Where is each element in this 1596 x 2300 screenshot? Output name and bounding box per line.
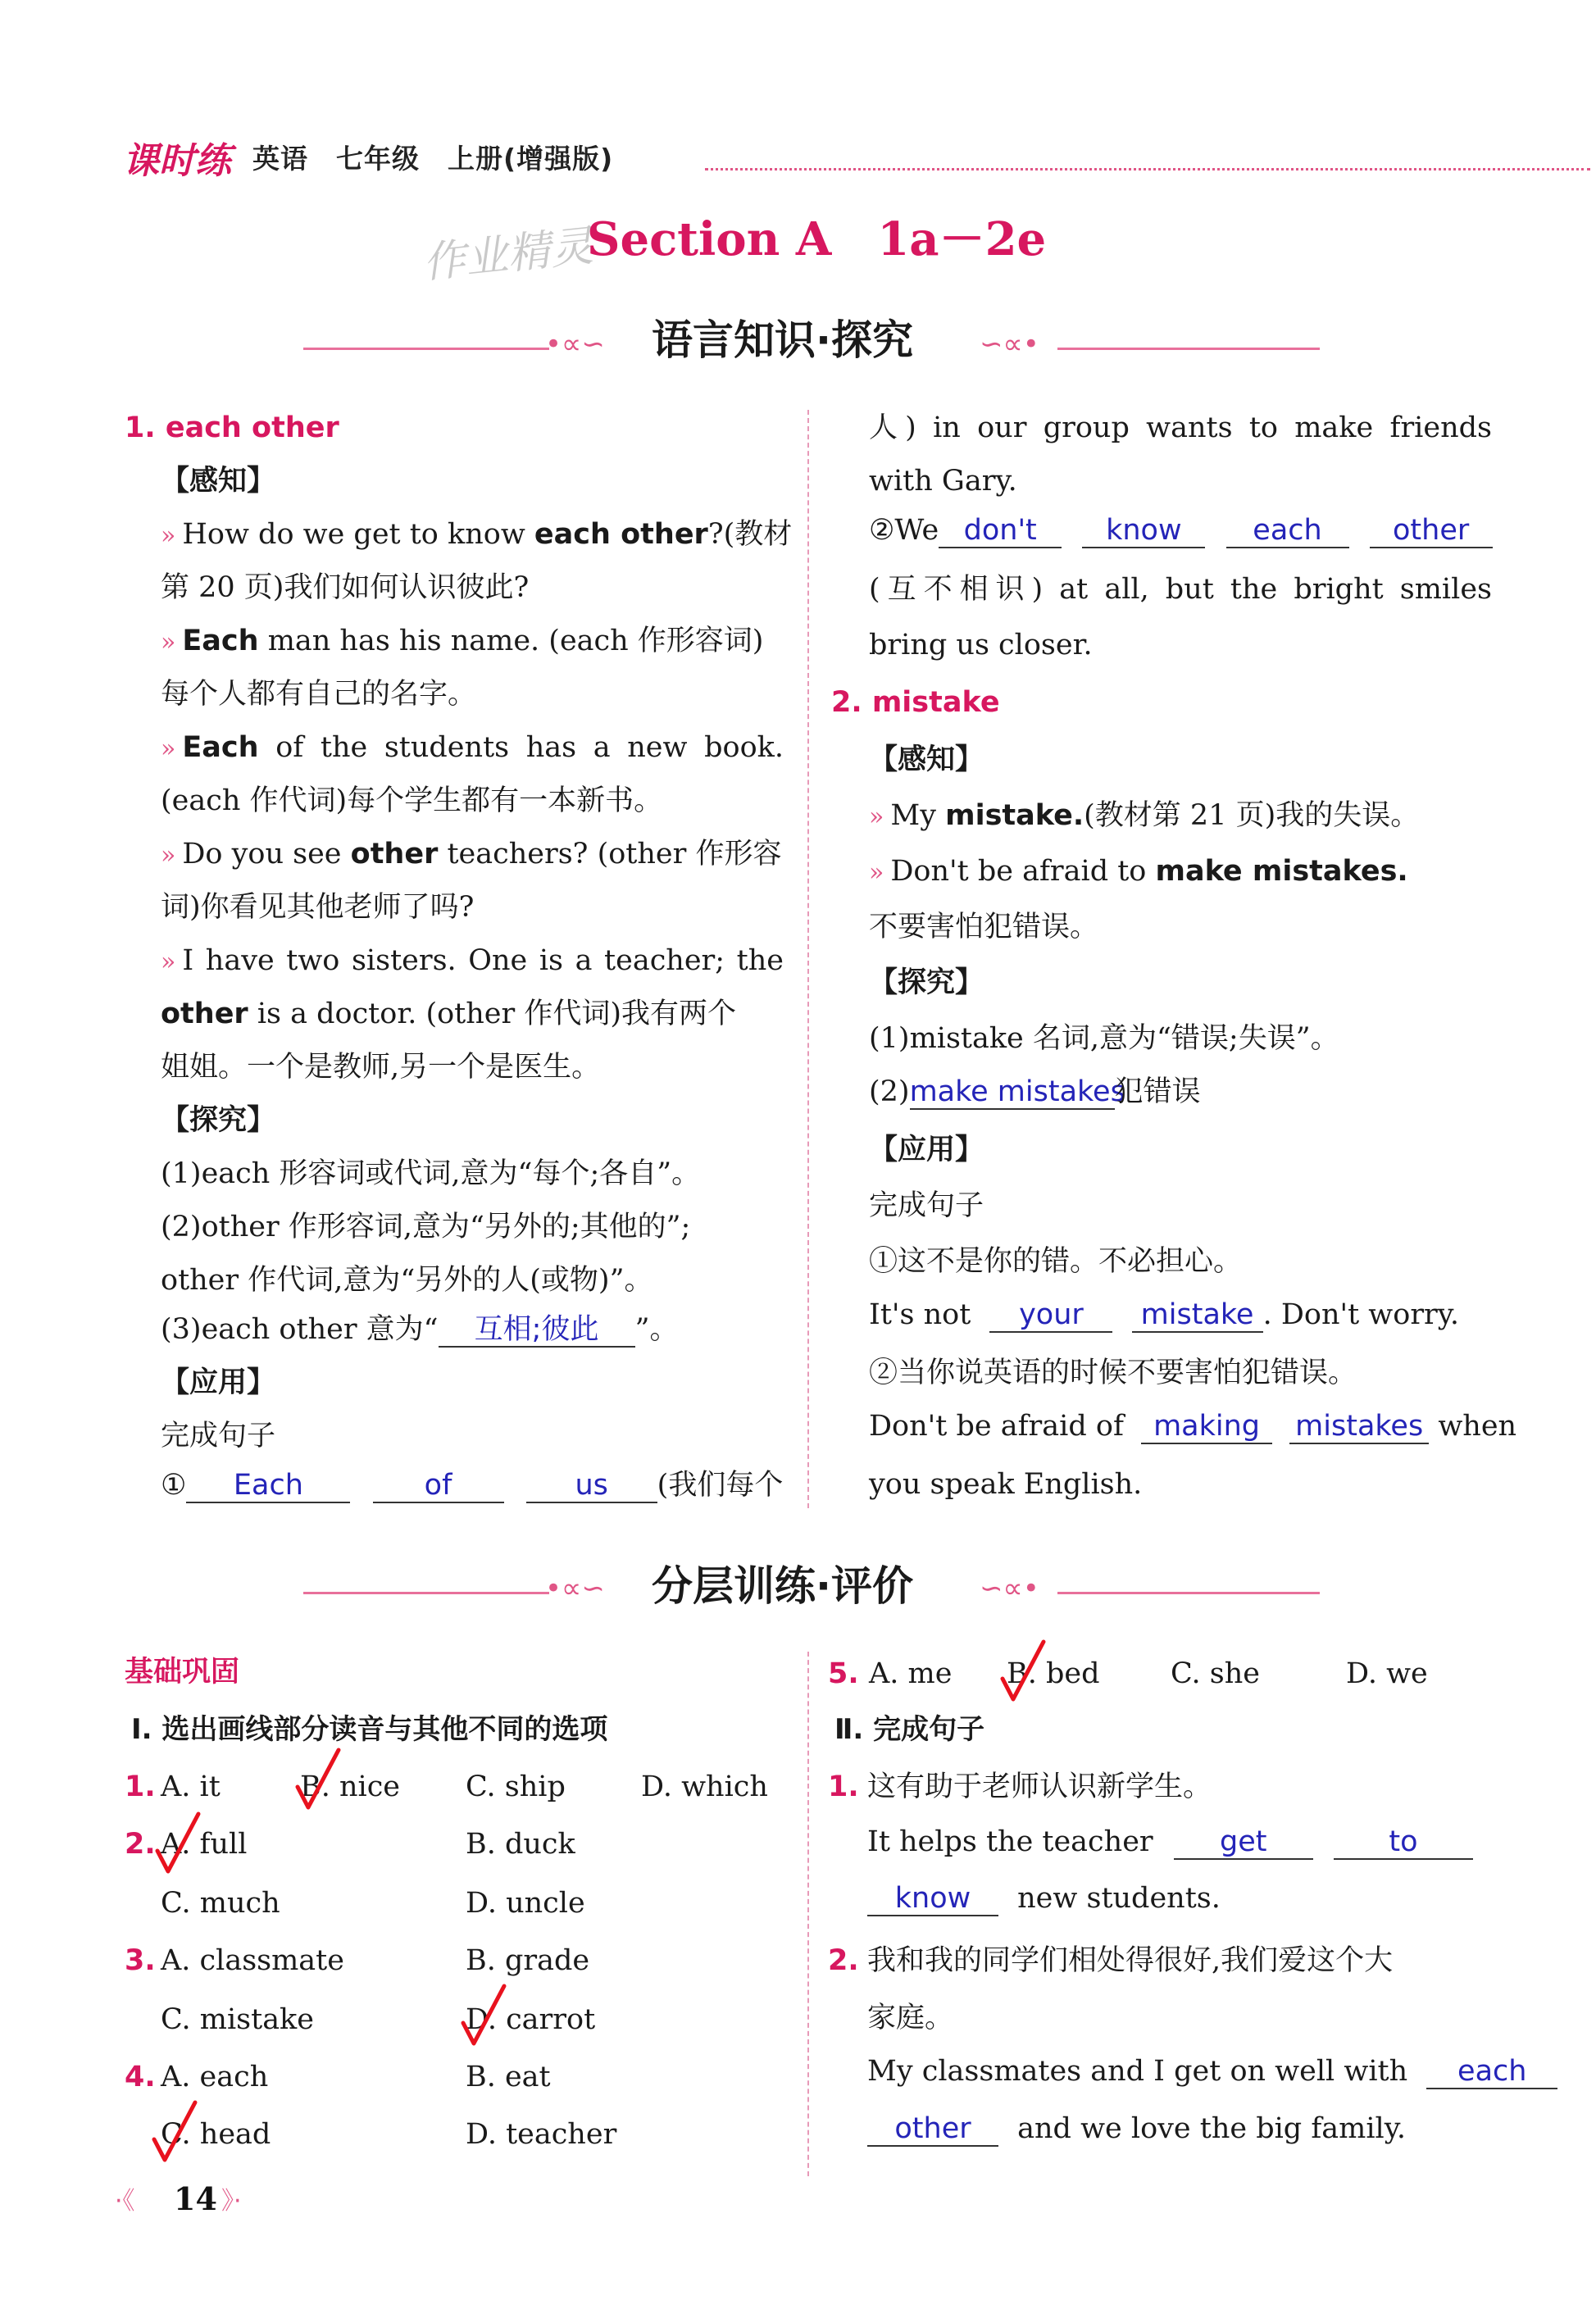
checkmark-icon <box>459 1982 508 2048</box>
explore-point: (3)each other 意为“ 互相;彼此 ”。 <box>161 1313 679 1346</box>
label-perceive: 【感知】 <box>161 465 276 498</box>
answer-blank[interactable]: your <box>989 1298 1112 1333</box>
exercise-sentence: It's not your mistake . Don't worry. <box>869 1298 1460 1331</box>
part-title: Ⅱ. 完成句子 <box>834 1713 985 1746</box>
question-number: 2. <box>828 1944 859 1977</box>
page-number: 14 <box>174 2180 217 2217</box>
option[interactable]: A. each <box>161 2061 269 2093</box>
answer-blank[interactable]: each <box>1426 2055 1557 2089</box>
option[interactable]: B. nice <box>300 1770 401 1803</box>
column-divider <box>807 410 809 1508</box>
checkmark-icon <box>998 1638 1048 1703</box>
exercise-sentence: My classmates and I get on well with each <box>867 2053 1557 2089</box>
arrow-icon: » <box>161 628 176 657</box>
option[interactable]: C. ship <box>466 1770 566 1803</box>
question-number: 3. <box>125 1944 156 1977</box>
explore-point: other 作代词,意为“另外的人(或物)”。 <box>161 1264 653 1297</box>
exercise-sentence: It helps the teacher get to <box>867 1824 1473 1860</box>
level-heading: 基础巩固 <box>125 1656 240 1689</box>
answer-blank[interactable]: make mistakes <box>909 1075 1125 1108</box>
example-translation: 第 20 页)我们如何认识彼此? <box>161 571 530 604</box>
exercise-sentence: ① Each of us (我们每个 <box>161 1469 784 1502</box>
answer-blank[interactable]: mistake <box>1132 1298 1263 1333</box>
answer-blank[interactable]: mistakes <box>1289 1410 1429 1444</box>
answer-blank[interactable]: us <box>526 1469 657 1503</box>
exercise-sentence-cont: 人) in our group wants to make friends <box>869 411 1492 444</box>
item-heading: 2. mistake <box>831 686 1000 719</box>
checkmark-icon <box>150 2098 199 2164</box>
arrow-icon: » <box>869 802 884 831</box>
question-number: 5. <box>828 1657 859 1690</box>
example-translation: 姐姐。一个是教师,另一个是医生。 <box>161 1051 601 1084</box>
section-title: Section A 1a－2e <box>587 212 1047 266</box>
option[interactable]: C. she <box>1171 1657 1260 1690</box>
banner-rule-right <box>1057 348 1320 350</box>
option[interactable]: C. much <box>161 1887 280 1920</box>
example-sentence: » How do we get to know each other?(教材 <box>161 518 793 551</box>
label-explore: 【探究】 <box>161 1104 276 1137</box>
label-apply: 【应用】 <box>869 1134 984 1166</box>
exercise-translation: ①这不是你的错。不必担心。 <box>869 1245 1243 1278</box>
page-ornament-left-icon: ·《 <box>115 2187 135 2216</box>
option[interactable]: D. uncle <box>466 1887 585 1920</box>
answer-blank[interactable]: other <box>1370 514 1493 548</box>
exercise-translation: 我和我的同学们相处得很好,我们爱这个大 <box>867 1944 1394 1977</box>
example-sentence: » Don't be afraid to make mistakes. <box>869 855 1408 888</box>
exercise-sentence-cont: bring us closer. <box>869 629 1093 661</box>
ornament-left-icon: •∝∽ <box>545 1572 605 1605</box>
option[interactable]: D. we <box>1346 1657 1428 1690</box>
example-sentence: » Each of the students has a new book. <box>161 731 784 764</box>
example-translation: 每个人都有自己的名字。 <box>161 678 477 711</box>
example-translation: 词)你看见其他老师了吗? <box>161 891 475 924</box>
banner-rule-right <box>1057 1592 1320 1594</box>
option[interactable]: B. eat <box>466 2061 551 2093</box>
answer-blank[interactable]: Each <box>186 1469 350 1503</box>
answer-blank[interactable]: of <box>373 1469 504 1503</box>
label-apply: 【应用】 <box>161 1366 276 1399</box>
exercise-sentence-cont: with Gary. <box>869 465 1017 498</box>
answer-blank[interactable]: get <box>1174 1825 1313 1860</box>
ornament-right-icon: ∽∝• <box>980 1572 1039 1605</box>
exercise-sentence: ②We don't know each other <box>869 512 1493 548</box>
series-logo: 课时练 <box>123 140 231 182</box>
exercise-translation: 这有助于老师认识新学生。 <box>867 1770 1212 1803</box>
answer-blank[interactable]: to <box>1334 1825 1473 1860</box>
option[interactable]: B. bed <box>1007 1657 1100 1690</box>
answer-blank[interactable]: don't <box>939 514 1062 548</box>
example-translation: (each 作代词)每个学生都有一本新书。 <box>161 784 663 817</box>
example-translation: 不要害怕犯错误。 <box>869 911 1099 943</box>
exercise-translation: 家庭。 <box>867 2002 954 2034</box>
exercise-translation: ②当你说英语的时候不要害怕犯错误。 <box>869 1357 1357 1389</box>
example-sentence: » My mistake.(教材第 21 页)我的失误。 <box>869 799 1420 832</box>
item-heading: 1. each other <box>125 411 339 444</box>
arrow-icon: » <box>161 948 176 976</box>
exercise-sentence-cont: know new students. <box>867 1880 1221 1916</box>
arrow-icon: » <box>161 734 176 763</box>
option[interactable]: A. me <box>869 1657 953 1690</box>
explore-point: (2)make mistakes犯错误 <box>869 1075 1201 1108</box>
checkmark-icon <box>293 1746 343 1811</box>
example-sentence: » Each man has his name. (each 作形容词) <box>161 625 764 657</box>
part-title: Ⅰ. 选出画线部分读音与其他不同的选项 <box>131 1713 608 1746</box>
label-perceive: 【感知】 <box>869 743 984 776</box>
column-divider <box>807 1652 809 2176</box>
option[interactable]: C. head <box>161 2118 271 2151</box>
option[interactable]: D. teacher <box>466 2118 617 2151</box>
header-rule <box>705 168 1590 170</box>
arrow-icon: » <box>869 858 884 887</box>
answer-blank[interactable]: know <box>867 1882 998 1916</box>
section-banner-knowledge: 语言知识·探究 <box>652 316 913 364</box>
question-number: 2. <box>125 1828 156 1861</box>
question-number: 1. <box>125 1770 156 1803</box>
answer-blank[interactable]: know <box>1082 514 1205 548</box>
exercise-sentence-cont: other and we love the big family. <box>867 2111 1406 2147</box>
task-instruction: 完成句子 <box>161 1420 276 1452</box>
answer-blank[interactable]: 互相;彼此 <box>439 1313 635 1348</box>
answer-blank[interactable]: making <box>1141 1410 1272 1444</box>
watermark: 作业精灵 <box>421 221 596 289</box>
option[interactable]: A. classmate <box>161 1944 344 1977</box>
arrow-icon: » <box>161 841 176 870</box>
option[interactable]: C. mistake <box>161 2003 314 2036</box>
explore-point: (1)each 形容词或代词,意为“每个;各自”。 <box>161 1157 701 1190</box>
answer-blank[interactable]: other <box>867 2112 998 2147</box>
explore-point: (1)mistake 名词,意为“错误;失误”。 <box>869 1022 1339 1055</box>
option[interactable]: A. it <box>161 1770 221 1803</box>
ornament-right-icon: ∽∝• <box>980 328 1039 361</box>
page-ornament-right-icon: 》· <box>221 2187 242 2216</box>
answer-blank[interactable]: each <box>1226 514 1349 548</box>
option[interactable]: D. carrot <box>466 2003 596 2036</box>
banner-rule-left <box>303 348 549 350</box>
exercise-sentence-cont: (互不相识) at all, but the bright smiles <box>869 573 1492 606</box>
banner-rule-left <box>303 1592 549 1594</box>
book-title: 英语 七年级 上册(增强版) <box>252 143 614 175</box>
question-number: 4. <box>125 2061 156 2093</box>
task-instruction: 完成句子 <box>869 1189 984 1222</box>
question-number: 1. <box>828 1770 859 1803</box>
explore-point: (2)other 作形容词,意为“另外的;其他的”; <box>161 1211 691 1243</box>
exercise-sentence: Don't be afraid of making mistakes when <box>869 1410 1517 1443</box>
option[interactable]: B. duck <box>466 1828 575 1861</box>
ornament-left-icon: •∝∽ <box>545 328 605 361</box>
checkmark-icon <box>153 1810 202 1875</box>
label-explore: 【探究】 <box>869 966 984 999</box>
exercise-sentence-cont: you speak English. <box>869 1468 1143 1501</box>
option[interactable]: B. grade <box>466 1944 590 1977</box>
section-banner-training: 分层训练·评价 <box>652 1562 913 1610</box>
example-sentence: » Do you see other teachers? (other 作形容 <box>161 838 782 870</box>
arrow-icon: » <box>161 521 176 550</box>
example-sentence: » I have two sisters. One is a teacher; the <box>161 944 784 977</box>
option[interactable]: D. which <box>641 1770 768 1803</box>
example-sentence-cont: other is a doctor. (other 作代词)我有两个 <box>161 998 737 1030</box>
option[interactable]: A. full <box>161 1828 248 1861</box>
